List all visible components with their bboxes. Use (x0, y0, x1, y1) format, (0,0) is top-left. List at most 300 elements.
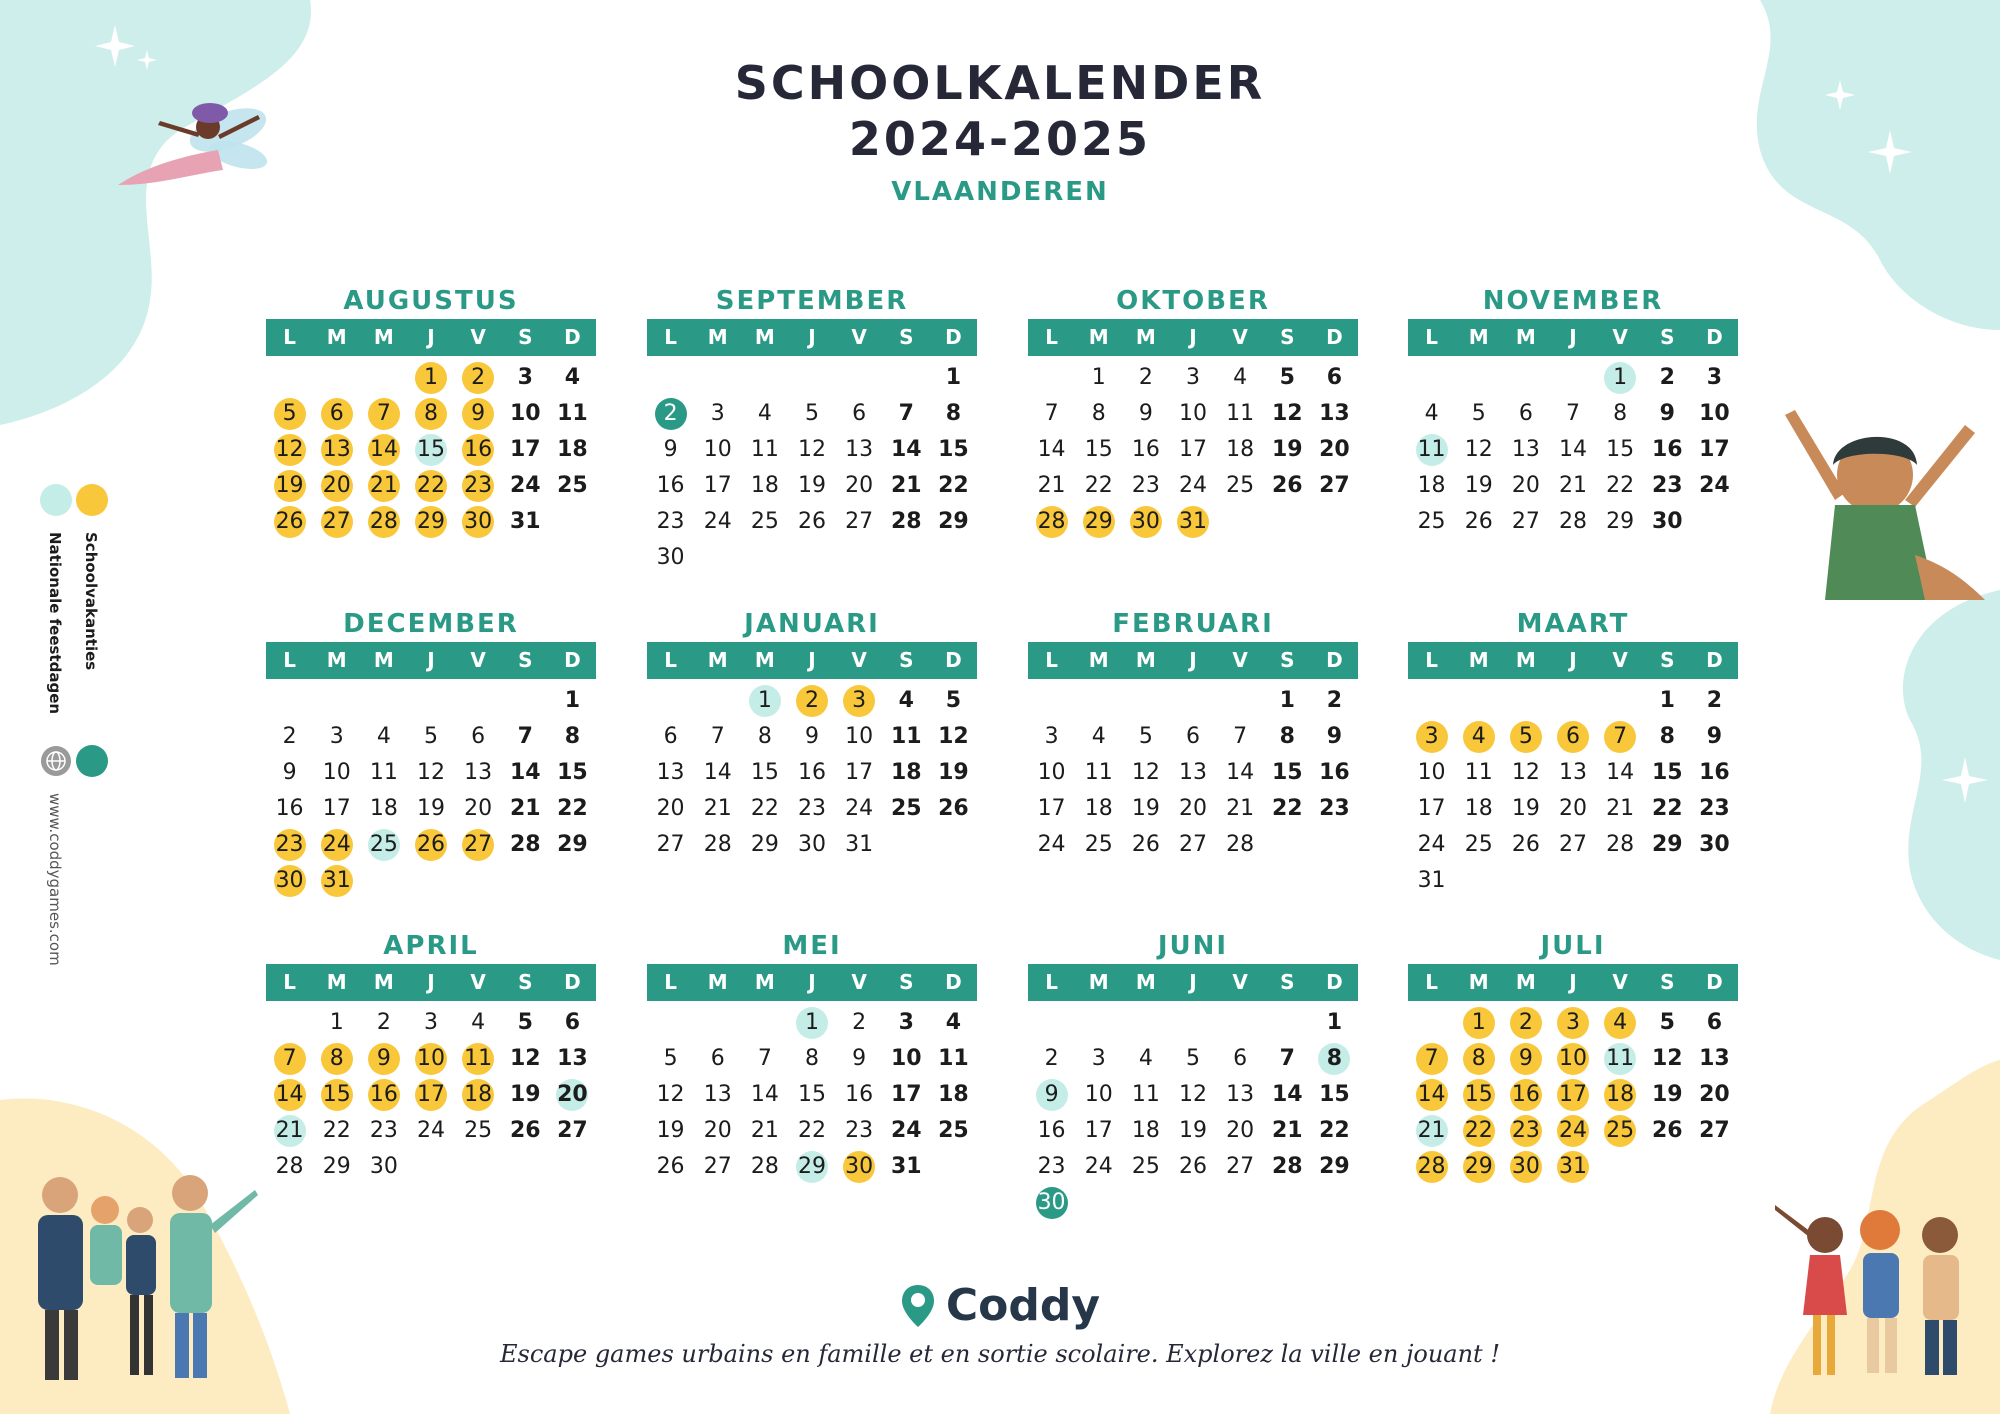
weekday-header (266, 319, 596, 356)
day-number: 13 (845, 437, 874, 462)
day-cell (502, 504, 549, 540)
day-number: 21 (1226, 796, 1255, 821)
month-augustus (266, 283, 596, 540)
day-cell (1691, 1005, 1738, 1041)
weekday-label: V (470, 325, 486, 349)
day-cell (930, 719, 977, 755)
day-number: 12 (416, 760, 445, 785)
day-cell (741, 432, 788, 468)
month-name: MEI (782, 931, 842, 961)
day-number: 2 (1706, 688, 1723, 713)
days-grid (1408, 1005, 1738, 1185)
empty-cell (1122, 1005, 1169, 1041)
day-number: 7 (1565, 401, 1580, 426)
day-cell (1502, 827, 1549, 863)
weekday-label: J (808, 325, 816, 349)
vacation-day (313, 863, 360, 899)
day-cell (1408, 755, 1455, 791)
day-cell (883, 1149, 930, 1185)
day-cell (502, 791, 549, 827)
weekday-label: M (707, 648, 728, 672)
day-number: 2 (1510, 1007, 1542, 1039)
day-number: 14 (1037, 437, 1066, 462)
day-number: 11 (1131, 1082, 1160, 1107)
days-grid (647, 1005, 977, 1185)
day-number: 21 (750, 1118, 779, 1143)
empty-cell (455, 683, 502, 719)
day-cell (647, 504, 694, 540)
day-number: 5 (1138, 724, 1153, 749)
day-number: 24 (1084, 1154, 1113, 1179)
day-cell (1028, 396, 1075, 432)
day-cell (788, 1077, 835, 1113)
day-cell (1311, 1005, 1358, 1041)
weekday-label: M (1515, 970, 1536, 994)
day-cell (1028, 1041, 1075, 1077)
day-number: 22 (1651, 796, 1683, 821)
weekday-label: S (1280, 325, 1295, 349)
day-number: 20 (321, 470, 353, 502)
day-cell (1502, 396, 1549, 432)
day-cell (1122, 827, 1169, 863)
weekday-label: L (664, 970, 677, 994)
weekday-label: L (664, 325, 677, 349)
weekday-label: V (1232, 325, 1248, 349)
weekday-label: M (1468, 325, 1489, 349)
day-cell (1549, 791, 1596, 827)
weekday-label: M (707, 325, 728, 349)
vacation-day (1075, 504, 1122, 540)
weekday-label: D (1326, 325, 1343, 349)
day-number: 30 (1651, 509, 1683, 534)
vacation-day (313, 1077, 360, 1113)
day-cell (647, 432, 694, 468)
day-number: 6 (1518, 401, 1533, 426)
day-cell (1075, 791, 1122, 827)
day-number: 11 (890, 724, 922, 749)
day-cell (407, 791, 454, 827)
day-number: 30 (1699, 832, 1730, 857)
day-number: 24 (1417, 832, 1446, 857)
day-cell (741, 468, 788, 504)
day-number: 3 (517, 365, 533, 390)
day-cell (1691, 396, 1738, 432)
day-cell (1217, 360, 1264, 396)
day-cell (549, 683, 596, 719)
weekday-label: V (1232, 970, 1248, 994)
day-number: 26 (1271, 473, 1303, 498)
day-cell (694, 719, 741, 755)
day-number: 6 (710, 1046, 725, 1071)
weekday-label: J (1569, 648, 1577, 672)
day-number: 21 (703, 796, 732, 821)
day-cell (1169, 791, 1216, 827)
weekday-label: M (754, 970, 775, 994)
day-number: 26 (938, 796, 969, 821)
day-cell (836, 1077, 883, 1113)
vacation-day (1549, 1077, 1596, 1113)
day-number: 17 (703, 473, 732, 498)
empty-cell (741, 360, 788, 396)
day-number: 20 (1226, 1118, 1255, 1143)
day-number: 30 (462, 506, 494, 538)
empty-cell (407, 683, 454, 719)
day-number: 29 (1083, 506, 1115, 538)
day-cell (1028, 1149, 1075, 1185)
day-cell (313, 1113, 360, 1149)
day-cell (1075, 396, 1122, 432)
day-number: 20 (1511, 473, 1540, 498)
month-name: JANUARI (744, 609, 880, 639)
holiday-day (1311, 1041, 1358, 1077)
day-number: 14 (703, 760, 732, 785)
day-cell (883, 791, 930, 827)
vacation-day (1408, 1077, 1455, 1113)
vacation-day (1502, 1149, 1549, 1185)
day-number: 26 (1178, 1154, 1207, 1179)
day-number: 11 (1416, 434, 1448, 466)
day-cell (1169, 432, 1216, 468)
day-number: 27 (321, 506, 353, 538)
day-cell (266, 755, 313, 791)
day-cell (883, 468, 930, 504)
weekday-label: M (373, 325, 394, 349)
weekday-label: J (427, 325, 435, 349)
weekday-label: J (1569, 325, 1577, 349)
day-cell (1311, 1149, 1358, 1185)
day-number: 21 (1037, 473, 1066, 498)
day-cell (1122, 791, 1169, 827)
day-number: 10 (1557, 1043, 1589, 1075)
day-cell (1264, 683, 1311, 719)
day-number: 8 (804, 1046, 819, 1071)
day-cell (1644, 719, 1691, 755)
legend-vacation-label: Schoolvakanties (82, 532, 100, 671)
empty-cell (1408, 683, 1455, 719)
day-number: 22 (797, 1118, 826, 1143)
legend-begin-end-swatch (76, 745, 108, 777)
day-cell (1028, 432, 1075, 468)
day-number: 25 (557, 473, 588, 498)
day-cell (1549, 396, 1596, 432)
day-number: 11 (750, 437, 779, 462)
day-number: 2 (376, 1010, 391, 1035)
day-number: 9 (663, 437, 678, 462)
day-number: 10 (322, 760, 351, 785)
empty-cell (266, 360, 313, 396)
day-cell (930, 432, 977, 468)
month-januari (647, 606, 977, 863)
empty-cell (1549, 683, 1596, 719)
weekday-label: S (518, 970, 533, 994)
month-name: DECEMBER (343, 609, 519, 639)
day-number: 26 (274, 506, 306, 538)
day-number: 25 (938, 1118, 969, 1143)
day-number: 22 (938, 473, 969, 498)
empty-cell (788, 360, 835, 396)
month-oktober (1028, 283, 1358, 540)
month-name: FEBRUARI (1112, 609, 1274, 639)
weekday-label: L (1045, 648, 1058, 672)
day-number: 16 (1699, 760, 1730, 785)
vacation-day (455, 827, 502, 863)
day-cell (455, 719, 502, 755)
vacation-day (455, 1077, 502, 1113)
weekday-label: L (1425, 648, 1438, 672)
day-cell (883, 432, 930, 468)
day-number: 12 (1511, 760, 1540, 785)
day-number: 30 (369, 1154, 398, 1179)
day-number: 14 (1271, 1082, 1303, 1107)
day-number: 4 (757, 401, 772, 426)
website-link[interactable]: www.coddygames.com (46, 793, 64, 966)
day-number: 7 (1233, 724, 1248, 749)
day-number: 13 (1699, 1046, 1730, 1071)
vacation-day (1549, 719, 1596, 755)
day-cell (502, 1041, 549, 1077)
day-cell (1311, 683, 1358, 719)
day-cell (1169, 755, 1216, 791)
day-number: 5 (1185, 1046, 1200, 1071)
day-cell (1169, 396, 1216, 432)
day-cell (502, 719, 549, 755)
day-number: 23 (1319, 796, 1350, 821)
day-number: 16 (797, 760, 826, 785)
day-number: 6 (1706, 1010, 1723, 1035)
day-number: 27 (1319, 473, 1350, 498)
day-number: 14 (750, 1082, 779, 1107)
day-cell (1264, 755, 1311, 791)
day-cell (313, 791, 360, 827)
day-number: 19 (938, 760, 969, 785)
day-number: 17 (1417, 796, 1446, 821)
day-number: 22 (557, 796, 588, 821)
empty-cell (1455, 683, 1502, 719)
day-cell (1075, 1077, 1122, 1113)
day-cell (788, 504, 835, 540)
weekday-header (647, 964, 977, 1001)
month-februari (1028, 606, 1358, 863)
day-number: 13 (1226, 1082, 1255, 1107)
vacation-day (1597, 1005, 1644, 1041)
day-number: 21 (1271, 1118, 1303, 1143)
day-cell (1691, 432, 1738, 468)
day-number: 5 (1279, 365, 1295, 390)
day-cell (360, 1149, 407, 1185)
day-number: 22 (1606, 473, 1635, 498)
day-number: 8 (1613, 401, 1628, 426)
day-number: 15 (1271, 760, 1303, 785)
day-number: 22 (1271, 796, 1303, 821)
day-number: 22 (1463, 1115, 1495, 1147)
day-number: 3 (423, 1010, 438, 1035)
day-cell (1644, 1041, 1691, 1077)
empty-cell (694, 1005, 741, 1041)
day-number: 27 (1558, 832, 1587, 857)
day-number: 27 (1178, 832, 1207, 857)
day-number: 1 (1659, 688, 1675, 713)
day-cell (1217, 755, 1264, 791)
day-cell (1075, 827, 1122, 863)
day-cell (1597, 755, 1644, 791)
day-cell (407, 755, 454, 791)
day-number: 12 (1178, 1082, 1207, 1107)
day-cell (502, 468, 549, 504)
day-number: 19 (274, 470, 306, 502)
month-name: APRIL (383, 931, 479, 961)
day-number: 16 (1131, 437, 1160, 462)
empty-cell (1597, 683, 1644, 719)
day-cell (1264, 1041, 1311, 1077)
day-cell (1549, 827, 1596, 863)
empty-cell (360, 683, 407, 719)
day-number: 28 (1036, 506, 1068, 538)
coddy-logo[interactable] (0, 1280, 2000, 1333)
day-number: 7 (710, 724, 725, 749)
weekday-header (1408, 642, 1738, 679)
day-number: 1 (749, 685, 781, 717)
legend-holiday-label: Nationale feestdagen (46, 532, 64, 715)
day-number: 15 (321, 1079, 353, 1111)
day-cell (1691, 683, 1738, 719)
day-number: 16 (368, 1079, 400, 1111)
day-cell (1549, 468, 1596, 504)
day-cell (1169, 468, 1216, 504)
day-number: 13 (703, 1082, 732, 1107)
day-number: 6 (1557, 721, 1589, 753)
day-cell (930, 468, 977, 504)
holiday-day (549, 1077, 596, 1113)
weekday-label: V (1612, 648, 1628, 672)
day-number: 9 (282, 760, 297, 785)
day-number: 2 (1326, 688, 1343, 713)
day-number: 18 (938, 1082, 969, 1107)
weekday-label: S (899, 970, 914, 994)
day-cell (1028, 468, 1075, 504)
weekday-label: D (1706, 325, 1723, 349)
day-cell (836, 396, 883, 432)
empty-cell (266, 683, 313, 719)
days-grid (1028, 360, 1358, 540)
day-number: 20 (1699, 1082, 1730, 1107)
day-number: 7 (1416, 1043, 1448, 1075)
day-number: 20 (703, 1118, 732, 1143)
day-cell (741, 1041, 788, 1077)
day-number: 23 (1037, 1154, 1066, 1179)
days-grid (1028, 1005, 1358, 1221)
day-number: 12 (1651, 1046, 1683, 1071)
day-number: 4 (376, 724, 391, 749)
day-cell (1169, 1077, 1216, 1113)
weekday-label: M (373, 648, 394, 672)
day-number: 17 (845, 760, 874, 785)
day-cell (1691, 755, 1738, 791)
day-cell (1169, 719, 1216, 755)
day-cell (1028, 1113, 1075, 1149)
day-cell (1597, 791, 1644, 827)
day-number: 18 (1604, 1079, 1636, 1111)
day-cell (694, 432, 741, 468)
vacation-day (407, 1041, 454, 1077)
weekday-header (1408, 964, 1738, 1001)
day-number: 1 (1279, 688, 1295, 713)
day-number: 19 (1511, 796, 1540, 821)
day-cell (313, 1005, 360, 1041)
day-cell (1549, 755, 1596, 791)
day-number: 17 (1084, 1118, 1113, 1143)
day-cell (1122, 719, 1169, 755)
day-cell (1455, 432, 1502, 468)
day-number: 11 (557, 401, 588, 426)
vacation-day (407, 827, 454, 863)
day-number: 7 (1604, 721, 1636, 753)
day-number: 10 (1699, 401, 1730, 426)
day-number: 22 (1084, 473, 1113, 498)
day-number: 26 (656, 1154, 685, 1179)
day-number: 14 (1416, 1079, 1448, 1111)
vacation-day (266, 504, 313, 540)
day-cell (1075, 1113, 1122, 1149)
day-number: 10 (890, 1046, 922, 1071)
day-cell (930, 360, 977, 396)
weekday-label: M (326, 970, 347, 994)
day-number: 31 (1557, 1151, 1589, 1183)
day-cell (1311, 791, 1358, 827)
weekday-label: M (707, 970, 728, 994)
day-cell (455, 755, 502, 791)
empty-cell (647, 360, 694, 396)
day-cell (1169, 360, 1216, 396)
day-number: 13 (557, 1046, 588, 1071)
weekday-label: D (1706, 648, 1723, 672)
day-cell (1502, 755, 1549, 791)
day-cell (549, 432, 596, 468)
vacation-day (313, 468, 360, 504)
weekday-label: D (945, 325, 962, 349)
legend-vacation-swatch (76, 484, 108, 516)
day-cell (1691, 1041, 1738, 1077)
empty-cell (266, 1005, 313, 1041)
day-number: 23 (369, 1118, 398, 1143)
day-number: 17 (415, 1079, 447, 1111)
day-number: 23 (462, 470, 494, 502)
vacation-day (1028, 504, 1075, 540)
vacation-day (836, 1149, 883, 1185)
vacation-day (1408, 719, 1455, 755)
day-number: 9 (852, 1046, 867, 1071)
day-number: 19 (1464, 473, 1493, 498)
day-cell (1455, 468, 1502, 504)
day-number: 6 (321, 398, 353, 430)
day-number: 11 (1084, 760, 1113, 785)
vacation-day (455, 432, 502, 468)
day-number: 6 (1233, 1046, 1248, 1071)
day-cell (1264, 432, 1311, 468)
vacation-day (360, 504, 407, 540)
weekday-label: S (1660, 970, 1675, 994)
day-number: 26 (415, 829, 447, 861)
day-cell (694, 1077, 741, 1113)
day-number: 24 (703, 509, 732, 534)
day-number: 28 (1606, 832, 1635, 857)
day-number: 12 (1464, 437, 1493, 462)
day-number: 9 (1706, 724, 1723, 749)
day-number: 24 (1699, 473, 1730, 498)
day-number: 1 (329, 1010, 344, 1035)
day-cell (1264, 360, 1311, 396)
day-number: 30 (1510, 1151, 1542, 1183)
day-number: 5 (1510, 721, 1542, 753)
